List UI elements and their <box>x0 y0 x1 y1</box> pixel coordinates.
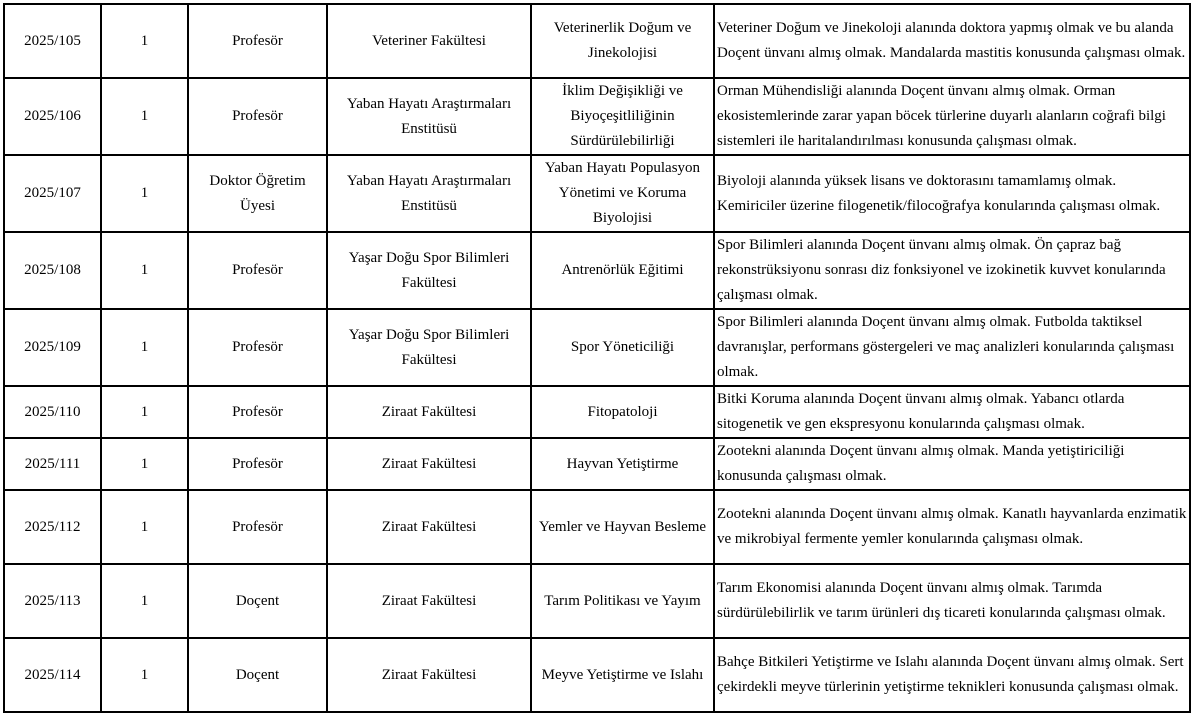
table-row <box>4 155 1190 232</box>
position-title: Profesör <box>188 438 327 490</box>
position-count: 1 <box>101 386 188 438</box>
department: Veterinerlik Doğum ve Jinekolojisi <box>531 4 714 78</box>
department: Spor Yöneticiliği <box>531 309 714 386</box>
position-count: 1 <box>101 490 188 564</box>
table-row <box>4 438 1190 490</box>
requirements: Spor Bilimleri alanında Doçent ünvanı almış olmak. Futbolda taktiksel davranışlar, performans göstergeleri ve maç analizleri konularında çalışması olmak. <box>714 309 1190 386</box>
position-count: 1 <box>101 232 188 309</box>
position-count: 1 <box>101 78 188 155</box>
department: Meyve Yetiştirme ve Islahı <box>531 638 714 712</box>
faculty-unit: Ziraat Fakültesi <box>327 638 531 712</box>
requirements: Veteriner Doğum ve Jinekoloji alanında doktora yapmış olmak ve bu alanda Doçent ünvanı almış olmak. Mandalarda mastitis konusunda çalışması olmak. <box>714 4 1190 78</box>
announcement-number: 2025/112 <box>4 490 101 564</box>
faculty-unit: Yaban Hayatı Araştırmaları Enstitüsü <box>327 155 531 232</box>
announcement-number: 2025/111 <box>4 438 101 490</box>
department: İklim Değişikliği ve Biyoçeşitliliğinin Sürdürülebilirliği <box>531 78 714 155</box>
announcement-number: 2025/107 <box>4 155 101 232</box>
announcement-number: 2025/114 <box>4 638 101 712</box>
requirements: Bahçe Bitkileri Yetiştirme ve Islahı alanında Doçent ünvanı almış olmak. Sert çekirdekli meyve türlerinin yetiştirme teknikleri konusunda çalışması olmak. <box>714 638 1190 712</box>
announcement-number: 2025/113 <box>4 564 101 638</box>
faculty-unit: Ziraat Fakültesi <box>327 438 531 490</box>
requirements: Bitki Koruma alanında Doçent ünvanı almış olmak. Yabancı otlarda sitogenetik ve gen ekspresyonu konularında çalışması olmak. <box>714 386 1190 438</box>
position-title: Doktor Öğretim Üyesi <box>188 155 327 232</box>
announcement-number: 2025/109 <box>4 309 101 386</box>
department: Antrenörlük Eğitimi <box>531 232 714 309</box>
position-title: Profesör <box>188 4 327 78</box>
position-title: Profesör <box>188 386 327 438</box>
announcement-number: 2025/105 <box>4 4 101 78</box>
faculty-unit: Veteriner Fakültesi <box>327 4 531 78</box>
requirements: Zootekni alanında Doçent ünvanı almış olmak. Manda yetiştiriciliği konusunda çalışması olmak. <box>714 438 1190 490</box>
faculty-unit: Ziraat Fakültesi <box>327 490 531 564</box>
table-row <box>4 386 1190 438</box>
department: Hayvan Yetiştirme <box>531 438 714 490</box>
position-title: Profesör <box>188 232 327 309</box>
requirements: Zootekni alanında Doçent ünvanı almış olmak. Kanatlı hayvanlarda enzimatik ve mikrobiyal fermente yemler konularında çalışması olmak. <box>714 490 1190 564</box>
table-row <box>4 309 1190 386</box>
department: Tarım Politikası ve Yayım <box>531 564 714 638</box>
position-title: Profesör <box>188 309 327 386</box>
table-row <box>4 232 1190 309</box>
table-row <box>4 490 1190 564</box>
requirements: Biyoloji alanında yüksek lisans ve doktorasını tamamlamış olmak. Kemiriciler üzerine filogenetik/filocoğrafya konularında çalışması olmak. <box>714 155 1190 232</box>
table-row <box>4 78 1190 155</box>
position-count: 1 <box>101 309 188 386</box>
department: Yaban Hayatı Populasyon Yönetimi ve Koruma Biyolojisi <box>531 155 714 232</box>
announcement-number: 2025/106 <box>4 78 101 155</box>
position-title: Profesör <box>188 490 327 564</box>
position-count: 1 <box>101 438 188 490</box>
position-title: Doçent <box>188 638 327 712</box>
table-row <box>4 564 1190 638</box>
position-title: Doçent <box>188 564 327 638</box>
position-count: 1 <box>101 4 188 78</box>
faculty-unit: Ziraat Fakültesi <box>327 386 531 438</box>
requirements: Spor Bilimleri alanında Doçent ünvanı almış olmak. Ön çapraz bağ rekonstrüksiyonu sonrası diz fonksiyonel ve izokinetik kuvvet konularında çalışması olmak. <box>714 232 1190 309</box>
position-title: Profesör <box>188 78 327 155</box>
department: Yemler ve Hayvan Besleme <box>531 490 714 564</box>
table-row <box>4 638 1190 712</box>
requirements: Tarım Ekonomisi alanında Doçent ünvanı almış olmak. Tarımda sürdürülebilirlik ve tarım ürünleri dış ticareti konularında çalışması olmak. <box>714 564 1190 638</box>
faculty-unit: Ziraat Fakültesi <box>327 564 531 638</box>
department: Fitopatoloji <box>531 386 714 438</box>
table-row <box>4 4 1190 78</box>
announcement-number: 2025/108 <box>4 232 101 309</box>
faculty-unit: Yaban Hayatı Araştırmaları Enstitüsü <box>327 78 531 155</box>
faculty-unit: Yaşar Doğu Spor Bilimleri Fakültesi <box>327 309 531 386</box>
faculty-positions-table <box>3 3 1191 713</box>
faculty-unit: Yaşar Doğu Spor Bilimleri Fakültesi <box>327 232 531 309</box>
announcement-number: 2025/110 <box>4 386 101 438</box>
position-count: 1 <box>101 155 188 232</box>
position-count: 1 <box>101 564 188 638</box>
position-count: 1 <box>101 638 188 712</box>
requirements: Orman Mühendisliği alanında Doçent ünvanı almış olmak. Orman ekosistemlerinde zarar yapan böcek türlerine duyarlı alanların coğrafi bilgi sistemleri ile haritalandırılması konusunda çalışması olmak. <box>714 78 1190 155</box>
